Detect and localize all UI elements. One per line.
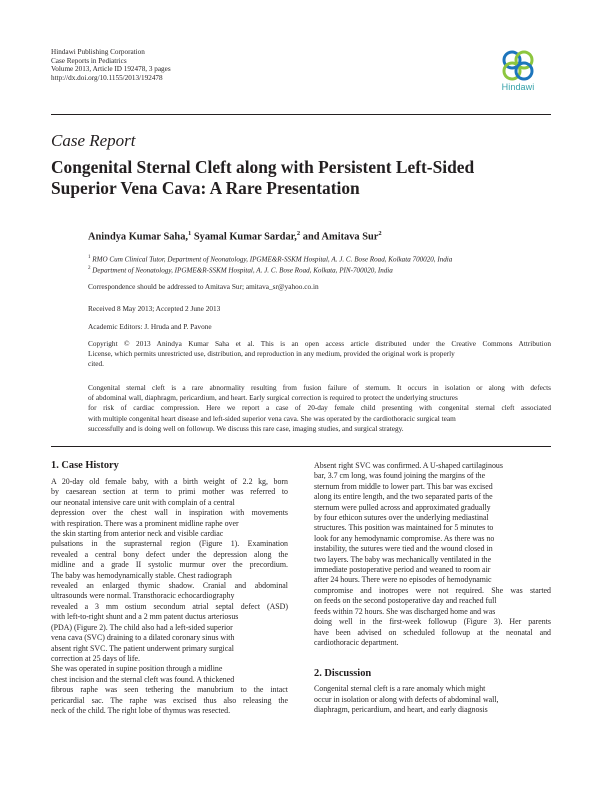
body-line: chest incision and the sternal cleft was found. A thickened: [51, 674, 235, 684]
abstract-line: for risk of cardiac compression. Here we report a case of 20-day female child presenting with congenital sternal cleft associated: [88, 403, 551, 413]
right-column: [314, 461, 551, 716]
affiliation: [88, 253, 452, 264]
abstract-line: with multiple congenital heart disease and left-sided superior vena cava. She was operated by the cardiothoracic surgical team: [88, 413, 456, 423]
body-line: immediate postoperative period and weaned to room air: [314, 565, 491, 575]
author-name: Syamal Kumar Sardar,: [191, 231, 297, 243]
abstract-line: Congenital sternal cleft is a rare abnormality resulting from fusion failure of sternum. It occurs in isolation or along with defects: [88, 383, 551, 392]
body-line: Absent right SVC was confirmed. A U-shaped cartilaginous: [314, 461, 503, 470]
journal-header-line: Hindawi Publishing Corporation: [51, 48, 145, 56]
body-line: absent right SVC. The patient underwent primary surgical: [51, 643, 234, 653]
body-line: pericardial sac. The raphe was excised thus also releasing the: [51, 695, 288, 705]
body-line: sternum were pulled across and approximated gradually: [314, 502, 491, 512]
body-line: instability, the sutures were tied and the wound closed in: [314, 544, 493, 554]
body-line: feeds within 72 hours. She was discharged home and was: [314, 606, 496, 616]
body-line: sternum from middle to lower part. This bar was excised: [314, 481, 493, 491]
author-name: Anindya Kumar Saha,: [88, 231, 188, 243]
author-list: [88, 230, 382, 242]
body-line: revealed a 3 mm ostium secondum atrial septal defect (ASD): [51, 601, 288, 611]
article-type: Case Report: [51, 131, 136, 150]
body-line: have been advised on scheduled followup at the neonatal and: [314, 627, 551, 637]
discussion-text: [314, 684, 551, 715]
body-line: diaphragm, pericardium, and heart, and early diagnosis: [314, 705, 488, 715]
body-line: pulsations in the suprasternal region (Figure 1). Examination: [51, 539, 288, 549]
body-line: with left-to-right shunt and a 2 mm patent ductus arteriosus: [51, 612, 239, 622]
body-line: two layers. The baby was mechanically ventilated in the: [314, 554, 492, 564]
body-line: the skin starting from anterior neck and visible cardiac: [51, 529, 224, 539]
body-line: depression over the chest wall in inspiration with movements: [51, 508, 288, 518]
body-line: She was operated in supine position through a midline: [51, 664, 223, 674]
journal-header-line: Case Reports in Pediatrics: [51, 56, 127, 65]
academic-editors: Academic Editors: J. Hruda and P. Pavone: [88, 322, 212, 331]
abstract-line: successfully and is doing well on followup. We discuss this rare case, imaging studies, and surgical strategy.: [88, 423, 404, 433]
affiliation-list: [88, 253, 452, 276]
body-line: (PDA) (Figure 2). The child also had a left-sided superior: [51, 622, 233, 632]
abstract: [88, 383, 551, 434]
copyright-line: Copyright © 2013 Anindya Kumar Saha et al. This is an open access article distributed under the Creative Commons Attribution: [88, 339, 551, 348]
affiliation-text: Department of Neonatology, IPGME&R-SSKM Hospital, A. J. C. Bose Road, Kolkata, PIN-700020, India: [90, 266, 393, 275]
received-dates: Received 8 May 2013; Accepted 2 June 2013: [88, 304, 221, 313]
body-line: bar, 3.7 cm long, was found joining the margins of the: [314, 471, 486, 481]
body-line: after 24 hours. There were no episodes of hemodynamic: [314, 575, 492, 585]
journal-header-line: http://dx.doi.org/10.1155/2013/192478: [51, 73, 163, 82]
body-line: Congenital sternal cleft is a rare anomaly which might: [314, 684, 486, 694]
publisher-logo: [497, 49, 539, 92]
author-affiliation-marker: 2: [378, 230, 382, 237]
body-line: look for any hemodynamic compromise. As there was no: [314, 533, 495, 543]
left-column: [51, 460, 288, 716]
journal-header: [51, 48, 171, 82]
affiliation-marker: 2: [88, 266, 91, 272]
author-name: and Amitava Sur: [300, 231, 379, 243]
article-title-line: Superior Vena Cava: A Rare Presentation: [51, 178, 360, 198]
body-line: cardiothoracic department.: [314, 637, 399, 647]
article-title-line: Congenital Sternal Cleft along with Persistent Left-Sided: [51, 157, 475, 177]
logo-wordmark: Hindawi: [501, 82, 535, 92]
body-line: The baby was hemodynamically stable. Chest radiograph: [51, 570, 232, 580]
body-line: compromise and inotropes were not required. She was started: [314, 585, 551, 595]
journal-header-line: Volume 2013, Article ID 192478, 3 pages: [51, 65, 171, 74]
body-line: with respiration. There was a prominent midline raphe over: [51, 518, 239, 528]
copyright-notice: [88, 339, 551, 370]
body-line: occur in isolation or along with defects of abdominal wall,: [314, 694, 499, 704]
copyright-line: cited.: [88, 359, 105, 369]
header-divider: [51, 114, 551, 115]
affiliation-marker: 1: [88, 255, 91, 260]
correspondence: Correspondence should be addressed to Amitava Sur; amitava_sr@yahoo.co.in: [88, 282, 319, 291]
section-heading-case-history: 1. Case History: [51, 460, 119, 471]
section-heading-discussion: 2. Discussion: [314, 668, 372, 680]
body-line: vena cava (SVC) draining to a dilated coronary sinus with: [51, 633, 235, 643]
body-line: revealed an enlarged thymic shadow. Cranial and abdominal: [51, 581, 288, 591]
hindawi-logo-icon: [500, 49, 536, 81]
body-line: revealed a central bony defect under the depression along the: [51, 549, 288, 559]
body-line: ultrasounds were normal. Transthoracic echocardiography: [51, 591, 235, 601]
body-line: fibrous raphe was seen tethering the manubrium to the intact: [51, 685, 288, 695]
author-affiliation-marker: 1: [188, 230, 192, 237]
body-line: midline and a grade II systolic murmur over the precordium.: [51, 560, 288, 570]
body-line: by caesarean section at term to primi mother was referred to: [51, 487, 288, 497]
body-line: neck of the child. The right lobe of thymus was resected.: [51, 705, 231, 715]
body-line: on feeds on the second postoperative day and reached full: [314, 596, 497, 606]
body-line: our neonatal intensive care unit with complain of a central: [51, 497, 235, 507]
case-history-text: [51, 477, 288, 716]
body-line: structures. This position was maintained for 5 minutes to: [314, 523, 494, 533]
body-line: A 20-day old female baby, with a birth weight of 2.2 kg, born: [51, 477, 288, 486]
case-history-continued-text: [314, 461, 551, 648]
body-line: correction at 25 days of life.: [51, 653, 140, 663]
article-title: [51, 157, 551, 199]
body-line: along its entire length, and the two separated parts of the: [314, 492, 493, 502]
affiliation: [88, 264, 452, 275]
abstract-line: of abdominal wall, diaphragm, pericardium, and heart. Early surgical correction is required to protect the underlying structures: [88, 393, 458, 403]
affiliation-text: RMO Cum Clinical Tutor, Department of Neonatology, IPGME&R-SSKM Hospital, A. J. C. Bose Road, Kolkata 700020, India: [90, 255, 453, 264]
body-line: by four ethicon sutures over the underlying mediastinal: [314, 513, 489, 523]
copyright-line: License, which permits unrestricted use, distribution, and reproduction in any medium, provided the original work is properly: [88, 349, 455, 359]
abstract-divider: [51, 446, 551, 447]
body-line: doing well in the first-week followup (Figure 3). Her parents: [314, 617, 551, 627]
author-affiliation-marker: 2: [296, 230, 301, 237]
